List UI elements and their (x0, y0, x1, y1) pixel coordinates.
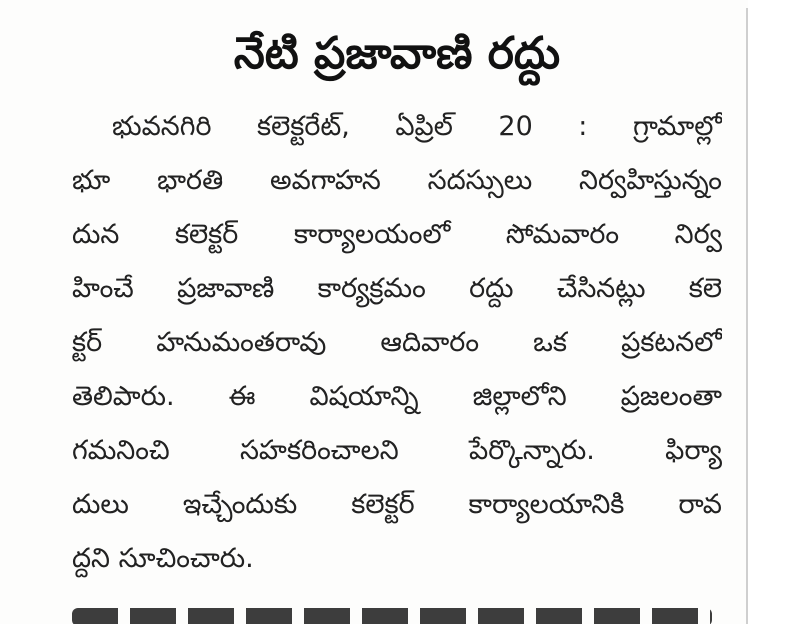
article-line-2: భూ భారతి అవగాహన సదస్సులు నిర్వహిస్తున్నం (72, 165, 722, 196)
article-line-6: తెలిపారు. ఈ విషయాన్ని జిల్లాలోని ప్రజలంతా (72, 381, 722, 412)
next-article-headline-cropped (72, 596, 722, 624)
article-line-7: గమనించి సహకరించాలని పేర్కొన్నారు. ఫిర్యా (72, 435, 722, 466)
adjacent-column (748, 0, 800, 624)
news-article (72, 0, 722, 624)
article-line-9: ద్దని సూచించారు. (72, 543, 254, 574)
article-line-3: దున కలెక్టర్ కార్యాలయంలో సోమవారం నిర్వ (72, 219, 722, 250)
article-line-8: దులు ఇచ్చేందుకు కలెక్టర్ కార్యాలయానికి రావ (72, 489, 722, 520)
article-line-5: క్టర్ హనుమంతరావు ఆదివారం ఒక ప్రకటనలో (72, 327, 722, 358)
article-headline: నేటి ప్రజావాణి రద్దు (233, 28, 561, 79)
cropped-headline-text (72, 608, 712, 624)
article-body (72, 100, 722, 586)
article-line-1: భువనగిరి కలెక్టరేట్, ఏప్రిల్ 20 : గ్రామాల్లో (112, 111, 722, 142)
article-line-4: హించే ప్రజావాణి కార్యక్రమం రద్దు చేసినట్లు కలె (72, 273, 722, 304)
